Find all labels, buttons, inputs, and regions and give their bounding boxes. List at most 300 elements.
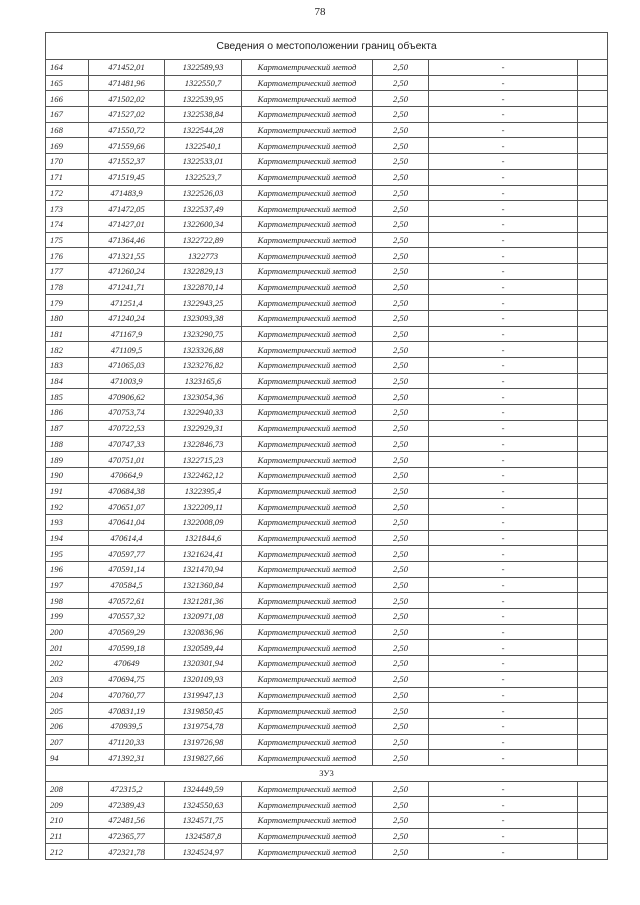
table-row: [46, 389, 608, 405]
description-cell: -: [429, 342, 578, 358]
method-cell: Картометрический метод: [242, 138, 373, 154]
description-cell: -: [429, 405, 578, 421]
method-cell: Картометрический метод: [242, 75, 373, 91]
x-coordinate-cell: 470572,61: [89, 593, 165, 609]
description-cell: -: [429, 483, 578, 499]
y-coordinate-cell: 1322870,14: [165, 279, 242, 295]
precision-cell: 2,50: [373, 342, 429, 358]
precision-cell: 2,50: [373, 122, 429, 138]
y-coordinate-cell: 1322846,73: [165, 436, 242, 452]
table-row: [46, 279, 608, 295]
y-coordinate-cell: 1319850,45: [165, 703, 242, 719]
method-cell: Картометрический метод: [242, 530, 373, 546]
empty-cell: [578, 326, 608, 342]
point-number-cell: 189: [46, 452, 89, 468]
precision-cell: 2,50: [373, 593, 429, 609]
y-coordinate-cell: 1323165,6: [165, 373, 242, 389]
table-row: [46, 640, 608, 656]
y-coordinate-cell: 1322209,11: [165, 499, 242, 515]
table-row: [46, 60, 608, 76]
empty-cell: [578, 750, 608, 766]
empty-cell: [578, 734, 608, 750]
point-number-cell: 172: [46, 185, 89, 201]
method-cell: Картометрический метод: [242, 248, 373, 264]
x-coordinate-cell: 470591,14: [89, 562, 165, 578]
empty-cell: [578, 530, 608, 546]
y-coordinate-cell: 1321470,94: [165, 562, 242, 578]
y-coordinate-cell: 1322589,93: [165, 60, 242, 76]
empty-cell: [578, 452, 608, 468]
y-coordinate-cell: 1321281,36: [165, 593, 242, 609]
empty-cell: [578, 389, 608, 405]
description-cell: -: [429, 263, 578, 279]
precision-cell: 2,50: [373, 546, 429, 562]
x-coordinate-cell: 471260,24: [89, 263, 165, 279]
point-number-cell: 202: [46, 656, 89, 672]
table-row: [46, 295, 608, 311]
method-cell: Картометрический метод: [242, 107, 373, 123]
y-coordinate-cell: 1321624,41: [165, 546, 242, 562]
point-number-cell: 204: [46, 687, 89, 703]
point-number-cell: 170: [46, 154, 89, 170]
empty-cell: [578, 593, 608, 609]
table-row: [46, 577, 608, 593]
x-coordinate-cell: 472315,2: [89, 781, 165, 797]
y-coordinate-cell: 1319754,78: [165, 718, 242, 734]
description-cell: -: [429, 844, 578, 860]
precision-cell: 2,50: [373, 781, 429, 797]
description-cell: -: [429, 311, 578, 327]
table-row: [46, 750, 608, 766]
y-coordinate-cell: 1322715,23: [165, 452, 242, 468]
x-coordinate-cell: 471251,4: [89, 295, 165, 311]
x-coordinate-cell: 471109,5: [89, 342, 165, 358]
precision-cell: 2,50: [373, 687, 429, 703]
x-coordinate-cell: 471502,02: [89, 91, 165, 107]
table-row: [46, 703, 608, 719]
method-cell: Картометрический метод: [242, 562, 373, 578]
precision-cell: 2,50: [373, 201, 429, 217]
y-coordinate-cell: 1320301,94: [165, 656, 242, 672]
empty-cell: [578, 311, 608, 327]
y-coordinate-cell: 1319947,13: [165, 687, 242, 703]
table-row: [46, 311, 608, 327]
precision-cell: 2,50: [373, 562, 429, 578]
precision-cell: 2,50: [373, 107, 429, 123]
table-row: [46, 483, 608, 499]
empty-cell: [578, 154, 608, 170]
table-row: [46, 562, 608, 578]
method-cell: Картометрический метод: [242, 483, 373, 499]
table-row: [46, 844, 608, 860]
y-coordinate-cell: 1319827,66: [165, 750, 242, 766]
description-cell: -: [429, 530, 578, 546]
point-number-cell: 190: [46, 467, 89, 483]
method-cell: Картометрический метод: [242, 828, 373, 844]
x-coordinate-cell: 470694,75: [89, 671, 165, 687]
x-coordinate-cell: 471481,96: [89, 75, 165, 91]
table-row: [46, 467, 608, 483]
table-title: Сведения о местоположении границ объекта: [46, 33, 608, 60]
method-cell: Картометрический метод: [242, 91, 373, 107]
x-coordinate-cell: 471392,31: [89, 750, 165, 766]
point-number-cell: 94: [46, 750, 89, 766]
empty-cell: [578, 248, 608, 264]
description-cell: -: [429, 671, 578, 687]
method-cell: Картометрический метод: [242, 546, 373, 562]
description-cell: -: [429, 107, 578, 123]
y-coordinate-cell: 1322540,1: [165, 138, 242, 154]
point-number-cell: 188: [46, 436, 89, 452]
description-cell: -: [429, 718, 578, 734]
x-coordinate-cell: 470584,5: [89, 577, 165, 593]
table-row: [46, 514, 608, 530]
table-row: [46, 373, 608, 389]
empty-cell: [578, 562, 608, 578]
x-coordinate-cell: 470614,4: [89, 530, 165, 546]
method-cell: Картометрический метод: [242, 750, 373, 766]
precision-cell: 2,50: [373, 295, 429, 311]
description-cell: -: [429, 687, 578, 703]
precision-cell: 2,50: [373, 311, 429, 327]
precision-cell: 2,50: [373, 483, 429, 499]
description-cell: -: [429, 154, 578, 170]
method-cell: Картометрический метод: [242, 577, 373, 593]
y-coordinate-cell: 1323276,82: [165, 358, 242, 374]
precision-cell: 2,50: [373, 750, 429, 766]
description-cell: -: [429, 373, 578, 389]
y-coordinate-cell: 1324571,75: [165, 813, 242, 829]
empty-cell: [578, 640, 608, 656]
table-row: [46, 405, 608, 421]
empty-cell: [578, 216, 608, 232]
y-coordinate-cell: 1324550,63: [165, 797, 242, 813]
y-coordinate-cell: 1323290,75: [165, 326, 242, 342]
precision-cell: 2,50: [373, 169, 429, 185]
empty-cell: [578, 671, 608, 687]
description-cell: -: [429, 609, 578, 625]
point-number-cell: 212: [46, 844, 89, 860]
description-cell: -: [429, 656, 578, 672]
empty-cell: [578, 656, 608, 672]
y-coordinate-cell: 1320836,96: [165, 624, 242, 640]
x-coordinate-cell: 470664,9: [89, 467, 165, 483]
y-coordinate-cell: 1322600,34: [165, 216, 242, 232]
table-row: [46, 499, 608, 515]
y-coordinate-cell: 1322523,7: [165, 169, 242, 185]
point-number-cell: 206: [46, 718, 89, 734]
point-number-cell: 201: [46, 640, 89, 656]
table-row: [46, 546, 608, 562]
method-cell: Картометрический метод: [242, 60, 373, 76]
precision-cell: 2,50: [373, 609, 429, 625]
description-cell: -: [429, 703, 578, 719]
x-coordinate-cell: 470722,53: [89, 420, 165, 436]
precision-cell: 2,50: [373, 326, 429, 342]
precision-cell: 2,50: [373, 232, 429, 248]
y-coordinate-cell: 1324587,8: [165, 828, 242, 844]
y-coordinate-cell: 1322829,13: [165, 263, 242, 279]
y-coordinate-cell: 1322538,84: [165, 107, 242, 123]
x-coordinate-cell: 471003,9: [89, 373, 165, 389]
section-label: ЗУ3: [46, 765, 608, 781]
y-coordinate-cell: 1322943,25: [165, 295, 242, 311]
point-number-cell: 171: [46, 169, 89, 185]
description-cell: -: [429, 295, 578, 311]
x-coordinate-cell: 471241,71: [89, 279, 165, 295]
empty-cell: [578, 138, 608, 154]
method-cell: Картометрический метод: [242, 813, 373, 829]
precision-cell: 2,50: [373, 138, 429, 154]
x-coordinate-cell: 470751,01: [89, 452, 165, 468]
description-cell: -: [429, 640, 578, 656]
method-cell: Картометрический метод: [242, 201, 373, 217]
empty-cell: [578, 467, 608, 483]
description-cell: -: [429, 75, 578, 91]
table-row: [46, 671, 608, 687]
empty-cell: [578, 436, 608, 452]
description-cell: -: [429, 499, 578, 515]
precision-cell: 2,50: [373, 91, 429, 107]
point-number-cell: 186: [46, 405, 89, 421]
point-number-cell: 179: [46, 295, 89, 311]
point-number-cell: 182: [46, 342, 89, 358]
precision-cell: 2,50: [373, 248, 429, 264]
x-coordinate-cell: 471472,05: [89, 201, 165, 217]
empty-cell: [578, 687, 608, 703]
boundary-table: [45, 32, 608, 860]
description-cell: -: [429, 279, 578, 295]
point-number-cell: 193: [46, 514, 89, 530]
x-coordinate-cell: 471527,02: [89, 107, 165, 123]
point-number-cell: 205: [46, 703, 89, 719]
description-cell: -: [429, 797, 578, 813]
table-row: [46, 169, 608, 185]
precision-cell: 2,50: [373, 216, 429, 232]
method-cell: Картометрический метод: [242, 499, 373, 515]
x-coordinate-cell: 472389,43: [89, 797, 165, 813]
y-coordinate-cell: 1322008,09: [165, 514, 242, 530]
method-cell: Картометрический метод: [242, 703, 373, 719]
description-cell: -: [429, 138, 578, 154]
description-cell: -: [429, 389, 578, 405]
empty-cell: [578, 201, 608, 217]
point-number-cell: 184: [46, 373, 89, 389]
table-row: [46, 201, 608, 217]
y-coordinate-cell: 1322550,7: [165, 75, 242, 91]
x-coordinate-cell: 470760,77: [89, 687, 165, 703]
description-cell: -: [429, 326, 578, 342]
precision-cell: 2,50: [373, 514, 429, 530]
method-cell: Картометрический метод: [242, 263, 373, 279]
point-number-cell: 203: [46, 671, 89, 687]
table-row: [46, 734, 608, 750]
description-cell: -: [429, 562, 578, 578]
description-cell: -: [429, 169, 578, 185]
y-coordinate-cell: 1322533,01: [165, 154, 242, 170]
x-coordinate-cell: 471321,55: [89, 248, 165, 264]
table-row: [46, 248, 608, 264]
description-cell: -: [429, 60, 578, 76]
y-coordinate-cell: 1322773: [165, 248, 242, 264]
x-coordinate-cell: 471427,01: [89, 216, 165, 232]
x-coordinate-cell: 471550,72: [89, 122, 165, 138]
x-coordinate-cell: 470753,74: [89, 405, 165, 421]
table-row: [46, 609, 608, 625]
x-coordinate-cell: 471519,45: [89, 169, 165, 185]
table-row: [46, 436, 608, 452]
precision-cell: 2,50: [373, 671, 429, 687]
empty-cell: [578, 609, 608, 625]
empty-cell: [578, 420, 608, 436]
description-cell: -: [429, 828, 578, 844]
x-coordinate-cell: 470939,5: [89, 718, 165, 734]
method-cell: Картометрический метод: [242, 734, 373, 750]
y-coordinate-cell: 1324524,97: [165, 844, 242, 860]
point-number-cell: 164: [46, 60, 89, 76]
method-cell: Картометрический метод: [242, 326, 373, 342]
empty-cell: [578, 813, 608, 829]
description-cell: -: [429, 577, 578, 593]
description-cell: -: [429, 514, 578, 530]
description-cell: -: [429, 546, 578, 562]
point-number-cell: 200: [46, 624, 89, 640]
empty-cell: [578, 797, 608, 813]
empty-cell: [578, 373, 608, 389]
description-cell: -: [429, 593, 578, 609]
point-number-cell: 183: [46, 358, 89, 374]
empty-cell: [578, 342, 608, 358]
table-row: [46, 263, 608, 279]
empty-cell: [578, 263, 608, 279]
method-cell: Картометрический метод: [242, 656, 373, 672]
x-coordinate-cell: 471240,24: [89, 311, 165, 327]
x-coordinate-cell: 471559,66: [89, 138, 165, 154]
precision-cell: 2,50: [373, 577, 429, 593]
description-cell: -: [429, 232, 578, 248]
point-number-cell: 210: [46, 813, 89, 829]
y-coordinate-cell: 1322537,49: [165, 201, 242, 217]
empty-cell: [578, 514, 608, 530]
method-cell: Картометрический метод: [242, 185, 373, 201]
point-number-cell: 197: [46, 577, 89, 593]
precision-cell: 2,50: [373, 60, 429, 76]
x-coordinate-cell: 470831,19: [89, 703, 165, 719]
empty-cell: [578, 75, 608, 91]
method-cell: Картометрический метод: [242, 154, 373, 170]
description-cell: -: [429, 734, 578, 750]
x-coordinate-cell: 470597,77: [89, 546, 165, 562]
precision-cell: 2,50: [373, 499, 429, 515]
point-number-cell: 196: [46, 562, 89, 578]
y-coordinate-cell: 1322940,33: [165, 405, 242, 421]
method-cell: Картометрический метод: [242, 295, 373, 311]
point-number-cell: 176: [46, 248, 89, 264]
x-coordinate-cell: 471452,01: [89, 60, 165, 76]
table-row: [46, 138, 608, 154]
x-coordinate-cell: 470684,38: [89, 483, 165, 499]
empty-cell: [578, 122, 608, 138]
x-coordinate-cell: 470641,04: [89, 514, 165, 530]
x-coordinate-cell: 470651,07: [89, 499, 165, 515]
x-coordinate-cell: 470557,32: [89, 609, 165, 625]
precision-cell: 2,50: [373, 640, 429, 656]
description-cell: -: [429, 248, 578, 264]
x-coordinate-cell: 471065,03: [89, 358, 165, 374]
precision-cell: 2,50: [373, 358, 429, 374]
y-coordinate-cell: 1323054,36: [165, 389, 242, 405]
y-coordinate-cell: 1319726,98: [165, 734, 242, 750]
y-coordinate-cell: 1322539,95: [165, 91, 242, 107]
point-number-cell: 187: [46, 420, 89, 436]
precision-cell: 2,50: [373, 436, 429, 452]
empty-cell: [578, 781, 608, 797]
empty-cell: [578, 483, 608, 499]
point-number-cell: 198: [46, 593, 89, 609]
table-row: [46, 185, 608, 201]
method-cell: Картометрический метод: [242, 216, 373, 232]
empty-cell: [578, 703, 608, 719]
method-cell: Картометрический метод: [242, 797, 373, 813]
y-coordinate-cell: 1322722,89: [165, 232, 242, 248]
x-coordinate-cell: 471483,9: [89, 185, 165, 201]
table-row: [46, 154, 608, 170]
precision-cell: 2,50: [373, 624, 429, 640]
y-coordinate-cell: 1320971,08: [165, 609, 242, 625]
method-cell: Картометрический метод: [242, 671, 373, 687]
y-coordinate-cell: 1322462,12: [165, 467, 242, 483]
table-row: [46, 122, 608, 138]
precision-cell: 2,50: [373, 452, 429, 468]
empty-cell: [578, 107, 608, 123]
table-row: [46, 107, 608, 123]
description-cell: -: [429, 467, 578, 483]
point-number-cell: 181: [46, 326, 89, 342]
table-row: [46, 530, 608, 546]
table-row: [46, 813, 608, 829]
empty-cell: [578, 405, 608, 421]
x-coordinate-cell: 472321,78: [89, 844, 165, 860]
y-coordinate-cell: 1323093,38: [165, 311, 242, 327]
method-cell: Картометрический метод: [242, 420, 373, 436]
point-number-cell: 209: [46, 797, 89, 813]
method-cell: Картометрический метод: [242, 373, 373, 389]
method-cell: Картометрический метод: [242, 624, 373, 640]
x-coordinate-cell: 472365,77: [89, 828, 165, 844]
precision-cell: 2,50: [373, 813, 429, 829]
table-title-row: [46, 33, 608, 60]
precision-cell: 2,50: [373, 530, 429, 546]
x-coordinate-cell: 471364,46: [89, 232, 165, 248]
method-cell: Картометрический метод: [242, 781, 373, 797]
section-row: [46, 765, 608, 781]
x-coordinate-cell: 472481,56: [89, 813, 165, 829]
method-cell: Картометрический метод: [242, 232, 373, 248]
precision-cell: 2,50: [373, 703, 429, 719]
description-cell: -: [429, 201, 578, 217]
x-coordinate-cell: 470599,18: [89, 640, 165, 656]
description-cell: -: [429, 185, 578, 201]
point-number-cell: 175: [46, 232, 89, 248]
table-row: [46, 781, 608, 797]
point-number-cell: 211: [46, 828, 89, 844]
y-coordinate-cell: 1322544,28: [165, 122, 242, 138]
table-row: [46, 718, 608, 734]
point-number-cell: 207: [46, 734, 89, 750]
precision-cell: 2,50: [373, 185, 429, 201]
x-coordinate-cell: 471167,9: [89, 326, 165, 342]
point-number-cell: 177: [46, 263, 89, 279]
